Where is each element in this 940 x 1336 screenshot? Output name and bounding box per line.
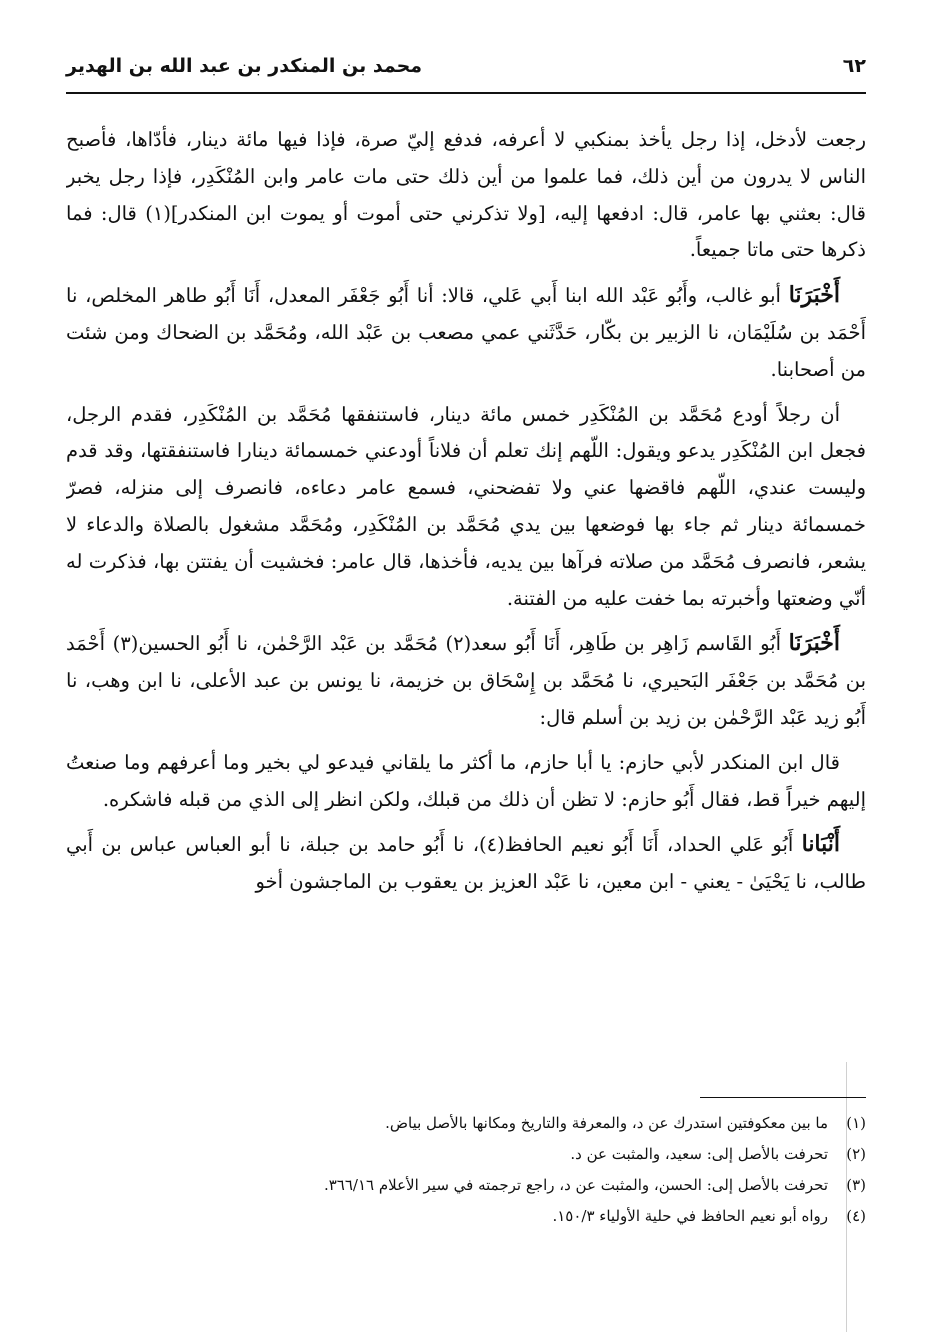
narration-lead: أَنْبَانا bbox=[801, 831, 841, 858]
paragraph-text: أبو غالب، وأَبُو عَبْد الله ابنا أَبي عَلي، قالا: أنا أَبُو جَعْفَر المعدل، أَنَا أَبُو طاهر المخلص، نا أَحْمَد بن سُلَيْمَان، نا الزبير بن بكّار، حَدَّثَني عمي مصعب بن عَبْد الله، ومُحَمَّد بن الضحاك ومن شئت من أصحابنا. bbox=[66, 284, 866, 381]
footnote-number: (١) bbox=[846, 1114, 866, 1132]
paragraph-3 bbox=[66, 397, 866, 618]
footnote-number: (٢) bbox=[846, 1145, 866, 1163]
footnote-text: ما بين معكوفتين استدرك عن د، والمعرفة والتاريخ ومكانها بالأصل بياض. bbox=[385, 1114, 828, 1132]
paragraph-text: أَبُو القَاسم زَاهِر بن طَاهِر، أَنَا أَبُو سعد(٢) مُحَمَّد بن عَبْد الرَّحْمٰن، نا أَبُو الحسين(٣) أَحْمَد بن مُحَمَّد بن جَعْفَر البَحيري، نا مُحَمَّد بن إِسْحَاق بن خزيمة، نا يونس بن عبد الأعلى، نا ابن وهب، نا أَبُو زيد عَبْد الرَّحْمٰن بن زيد بن أسلم قال: bbox=[66, 632, 866, 729]
footnote-2 bbox=[66, 1139, 866, 1170]
main-text bbox=[66, 122, 866, 1082]
page-header bbox=[66, 46, 866, 86]
paragraph-text: قال ابن المنكدر لأبي حازم: يا أبا حازم، ما أكثر ما يلقاني فيدعو لي بخير وما أعرفهم وما صنعتُ إليهم خيراً قط، فقال أَبُو حازم: لا تظن أن ذلك من قبلك، ولكن انظر إلى الذي من قبله فاشكره. bbox=[66, 750, 866, 811]
narration-lead: أَخْبَرَنَا bbox=[788, 630, 840, 657]
narration-lead: أَخْبَرَنَا bbox=[788, 282, 841, 309]
footnote-text: رواه أبو نعيم الحافظ في حلية الأولياء ١٥٠/٣. bbox=[552, 1207, 828, 1225]
footnote-number: (٣) bbox=[846, 1176, 866, 1194]
footnote-rule bbox=[700, 1097, 866, 1098]
header-rule bbox=[66, 92, 866, 94]
footnote-text: تحرفت بالأصل إلى: الحسن، والمثبت عن د، راجع ترجمته في سير الأعلام ٣٦٦/١٦. bbox=[323, 1176, 828, 1194]
paragraph-text: رجعت لأدخل، إذا رجل يأخذ بمنكبي لا أعرفه، فدفع إليّ صرة، فإذا فيها مائة دينار، فأدّاها، فأصبح الناس لا يدرون من أين ذلك، فما علموا من أين ذلك حتى مات عامر وابن المُنْكَدِر، فإذا رجل يخبر قال: بعثني بها عامر، قال: ادفعها إليه، [ولا تذكرني حتى أموت أو يموت ابن المنكدر](١) قال: فما ذكرها حتى ماتا جميعاً. bbox=[66, 128, 866, 262]
paragraph-text: أن رجلاً أودع مُحَمَّد بن المُنْكَدِر خمس مائة دينار، فاستنفقها مُحَمَّد بن المُنْكَدِر، فقدم الرجل، فجعل ابن المُنْكَدِر يدعو ويقول: اللّهم إنك تعلم أن فلاناً أودعني خمسمائة دينارا فاستنفقتها، وقد قدم وليست عندي، اللّهم فاقضها عني ولا تفضحني، فسمع عامر دعاءه، فانصرف إلى منزله، فصرّ خمسمائة دينار ثم جاء بها فوضعها بين يدي مُحَمَّد بن المُنْكَدِر، ومُحَمَّد مشغول بالصلاة والدعاء لا يشعر، فانصرف مُحَمَّد من صلاته فرآها بين يديه، فأخذها، قال عامر: فخشيت أن يفتتن بها، فذكرت له أنّي وضعتها وأخبرته بما خفت عليه من الفتنة. bbox=[66, 402, 866, 610]
footnotes bbox=[66, 1108, 866, 1258]
footnote-4 bbox=[66, 1201, 866, 1232]
paragraph-1 bbox=[66, 122, 866, 269]
page-number: ٦٢ bbox=[842, 55, 866, 77]
paragraph-text: أَبُو عَلي الحداد، أَنَا أَبُو نعيم الحافظ(٤)، نا أَبُو حامد بن جبلة، نا أبو العباس عباس بن أَبي طالب، نا يَحْيَىٰ - يعني - ابن معين، نا عَبْد العزيز بن يعقوب بن الماجشون أخو bbox=[66, 833, 866, 894]
footnote-text: تحرفت بالأصل إلى: سعيد، والمثبت عن د. bbox=[570, 1145, 828, 1163]
footnote-1 bbox=[66, 1108, 866, 1139]
paragraph-5 bbox=[66, 745, 866, 819]
footnote-number: (٤) bbox=[846, 1207, 866, 1225]
paragraph-6 bbox=[66, 826, 866, 901]
running-title: محمد بن المنكدر بن عبد الله بن الهدير bbox=[66, 55, 423, 77]
paragraph-2 bbox=[66, 277, 866, 388]
footnote-3 bbox=[66, 1170, 866, 1201]
paragraph-4 bbox=[66, 625, 866, 736]
